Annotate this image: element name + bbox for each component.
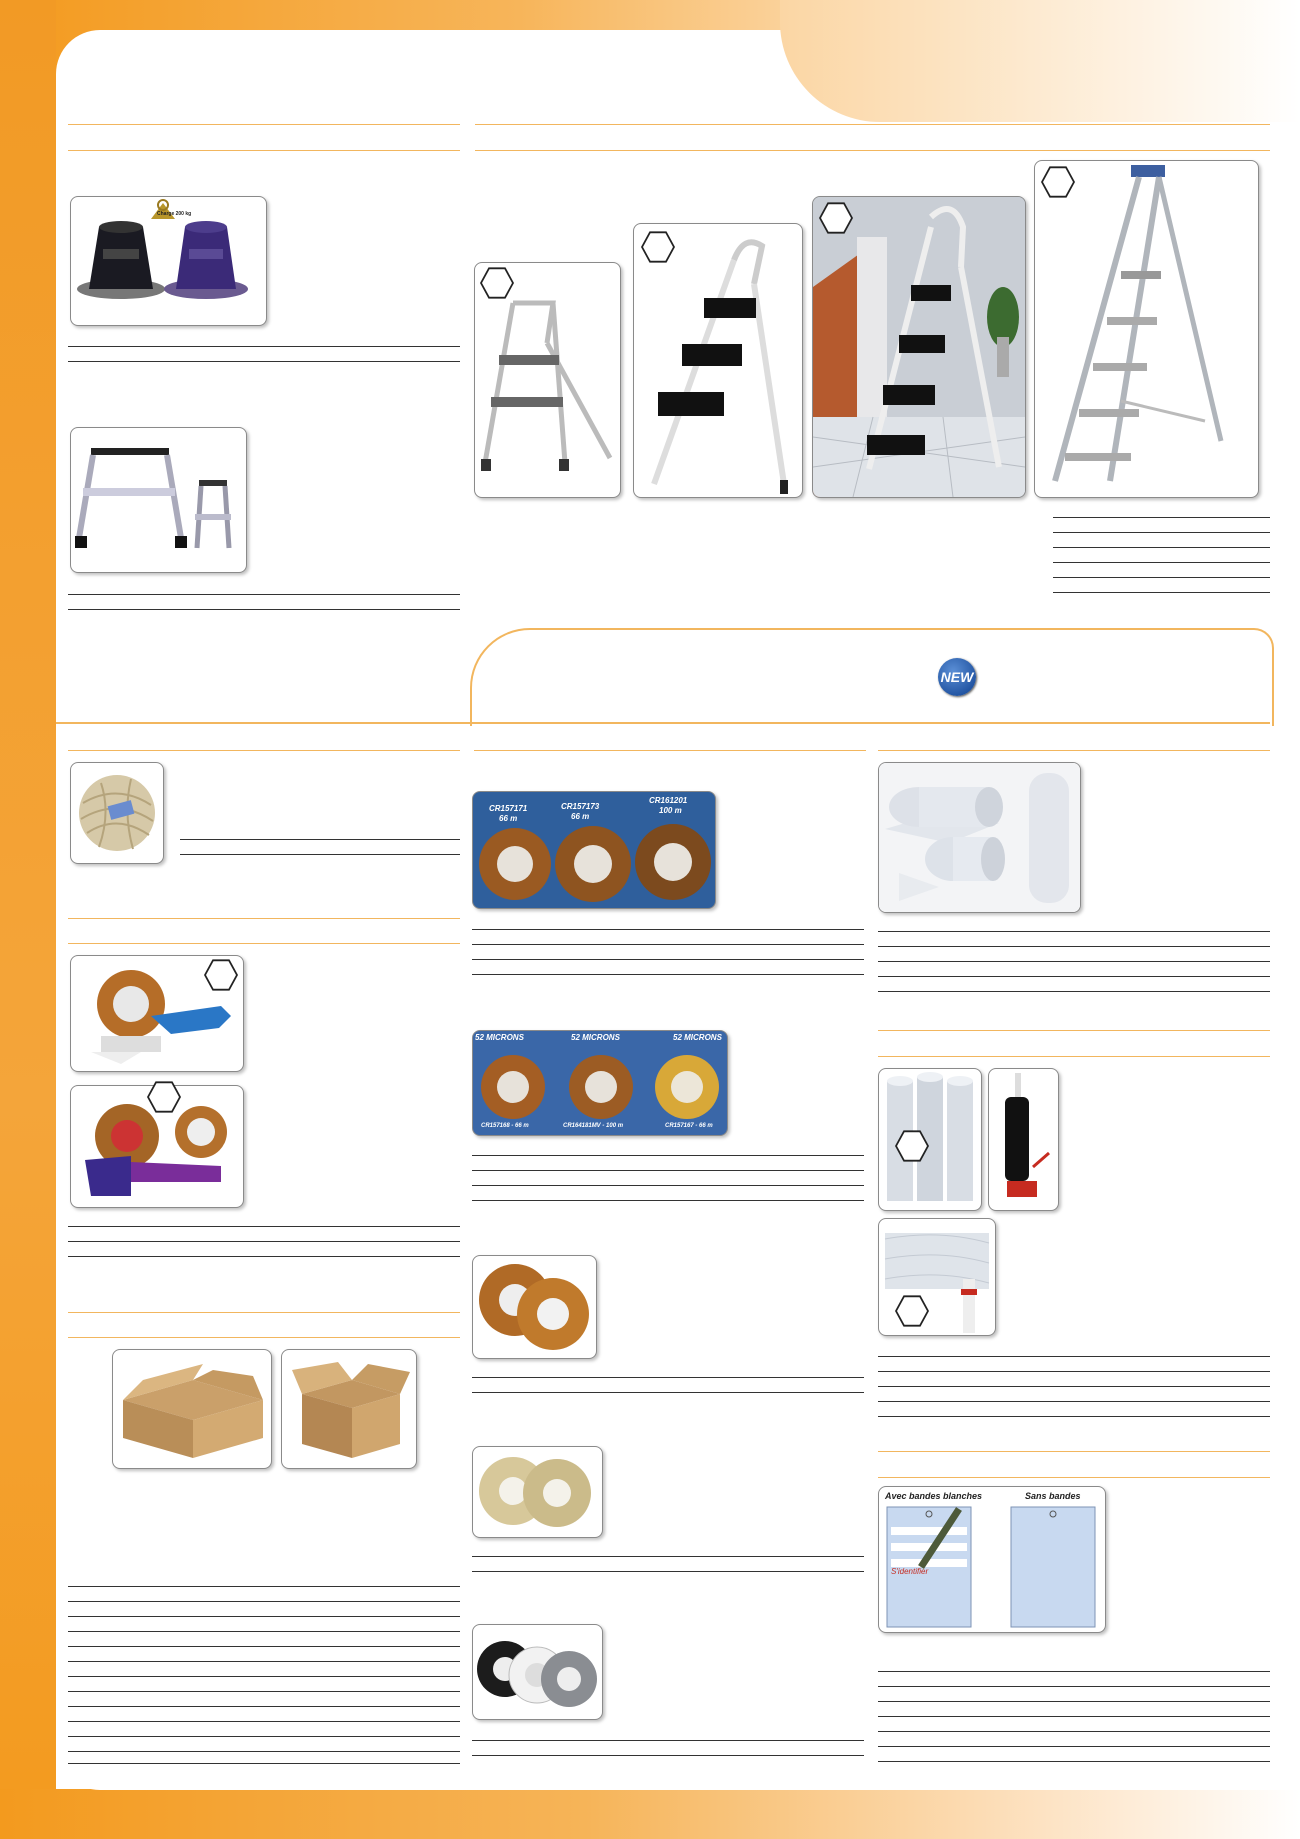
banner-divider <box>56 722 1270 724</box>
section-rule <box>68 943 460 944</box>
section-rule <box>68 124 460 125</box>
text-rule <box>68 346 460 347</box>
tape-length-2: 66 m <box>571 812 590 821</box>
text-rule <box>1053 562 1270 563</box>
section-rule <box>475 124 1270 125</box>
ladder-5-step-photo <box>1034 160 1259 498</box>
text-rule <box>68 1751 460 1752</box>
stretch-film-black-dispenser-photo <box>988 1068 1059 1211</box>
text-rule <box>68 1661 460 1662</box>
text-rule <box>878 1746 1270 1747</box>
section-rule <box>878 1056 1270 1057</box>
text-rule <box>68 1631 460 1632</box>
text-rule <box>180 854 460 855</box>
zip-bags-photo <box>878 1486 1106 1633</box>
footer-gradient <box>0 1789 1300 1839</box>
tape-mid-code-3: CR157167 - 66 m <box>665 1123 713 1129</box>
text-rule <box>878 1416 1270 1417</box>
text-rule <box>878 1371 1270 1372</box>
tape-micron-2: 52 MICRONS <box>571 1033 620 1042</box>
new-badge: NEW <box>938 658 976 696</box>
left-band <box>0 0 56 1839</box>
tape-rolls-brown-pair-photo <box>472 1255 597 1359</box>
text-rule <box>1053 517 1270 518</box>
text-rule <box>68 1646 460 1647</box>
bag-writing-sample: S'identifier <box>891 1567 929 1576</box>
packaging-banner <box>470 628 1274 726</box>
section-rule <box>878 1030 1270 1031</box>
tape-mid-code-2: CR164181MV - 100 m <box>563 1123 624 1129</box>
cardboard-box-flat-photo <box>112 1349 272 1469</box>
text-rule <box>878 946 1270 947</box>
text-rule <box>68 1256 460 1257</box>
section-rule <box>68 750 460 751</box>
section-rule <box>878 750 1270 751</box>
text-rule <box>68 1226 460 1227</box>
text-rule <box>68 1241 460 1242</box>
text-rule <box>68 1736 460 1737</box>
text-rule <box>878 976 1270 977</box>
section-rule <box>68 150 460 151</box>
tape-length-1: 66 m <box>499 814 518 823</box>
stretch-film-hand-roll-photo <box>878 1218 996 1336</box>
text-rule <box>472 1185 864 1186</box>
tape-rolls-52-microns-photo <box>472 1030 728 1136</box>
header-tab <box>780 0 1300 122</box>
text-rule <box>472 1392 864 1393</box>
text-rule <box>878 991 1270 992</box>
text-rule <box>472 944 864 945</box>
tape-rolls-brown-photo <box>472 791 716 909</box>
tape-rolls-clear-photo <box>472 1446 603 1538</box>
stretch-film-rolls-photo <box>878 1068 982 1211</box>
tape-mid-code-1: CR157168 - 66 m <box>481 1123 529 1129</box>
section-rule <box>878 1477 1270 1478</box>
text-rule <box>472 1571 864 1572</box>
text-rule <box>68 1706 460 1707</box>
section-rule <box>878 1451 1270 1452</box>
tape-code-1: CR157171 <box>489 804 528 813</box>
text-rule <box>1053 532 1270 533</box>
text-rule <box>68 1676 460 1677</box>
text-rule <box>68 609 460 610</box>
tape-rolls-black-white-grey-photo <box>472 1624 603 1720</box>
text-rule <box>472 929 864 930</box>
text-rule <box>878 1761 1270 1762</box>
text-rule <box>878 1701 1270 1702</box>
text-rule <box>472 974 864 975</box>
text-rule <box>878 1686 1270 1687</box>
kick-stool-photo <box>70 196 267 326</box>
text-rule <box>68 1691 460 1692</box>
text-rule <box>472 1170 864 1171</box>
text-rule <box>68 361 460 362</box>
text-rule <box>68 1601 460 1602</box>
text-rule <box>472 1200 864 1201</box>
ladder-4-step-stair-photo <box>812 196 1026 498</box>
ladder-3-step-photo <box>633 223 803 498</box>
section-rule <box>68 918 460 919</box>
text-rule <box>472 1740 864 1741</box>
tape-code-3: CR161201 <box>649 796 688 805</box>
section-rule <box>68 1337 460 1338</box>
text-rule <box>878 1731 1270 1732</box>
tape-micron-3: 52 MICRONS <box>673 1033 722 1042</box>
weight-tag: Charge 200 kg <box>157 211 192 217</box>
tape-length-3: 100 m <box>659 806 682 815</box>
text-rule <box>878 1401 1270 1402</box>
text-rule <box>472 1556 864 1557</box>
text-rule <box>472 1155 864 1156</box>
text-rule <box>878 961 1270 962</box>
text-rule <box>878 1356 1270 1357</box>
text-rule <box>472 959 864 960</box>
tape-code-2: CR157173 <box>561 802 600 811</box>
bags-without-bands-label: Sans bandes <box>1025 1491 1081 1501</box>
text-rule <box>1053 577 1270 578</box>
text-rule <box>180 839 460 840</box>
text-rule <box>68 1763 460 1764</box>
text-rule <box>472 1755 864 1756</box>
section-rule <box>474 750 866 751</box>
section-rule <box>475 150 1270 151</box>
cardboard-box-tall-photo <box>281 1349 417 1469</box>
text-rule <box>472 1377 864 1378</box>
aluminum-step-photo <box>70 427 247 573</box>
twine-ball-photo <box>70 762 164 864</box>
text-rule <box>878 1716 1270 1717</box>
tape-micron-1: 52 MICRONS <box>475 1033 524 1042</box>
text-rule <box>878 1386 1270 1387</box>
bubble-wrap-photo <box>878 762 1081 913</box>
text-rule <box>68 594 460 595</box>
bags-with-bands-label: Avec bandes blanches <box>885 1491 983 1501</box>
text-rule <box>1053 547 1270 548</box>
text-rule <box>1053 592 1270 593</box>
text-rule <box>68 1616 460 1617</box>
text-rule <box>878 1671 1270 1672</box>
text-rule <box>878 931 1270 932</box>
section-rule <box>68 1312 460 1313</box>
text-rule <box>68 1586 460 1587</box>
text-rule <box>68 1721 460 1722</box>
